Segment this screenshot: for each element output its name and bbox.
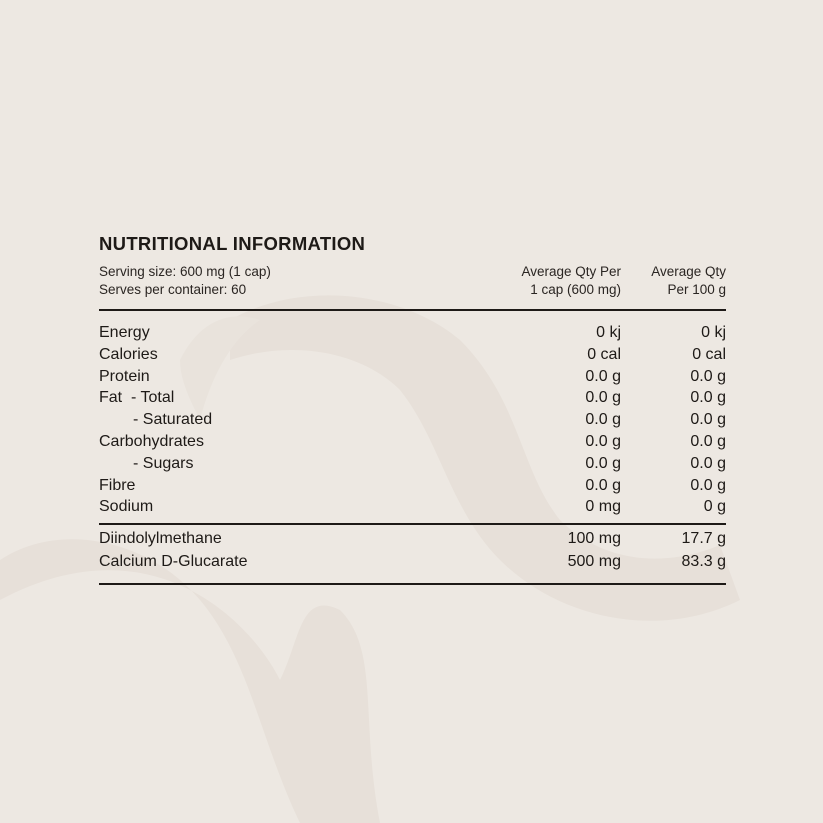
per-serve-value: 0.0 g: [585, 367, 621, 385]
row-label: Fibre: [99, 476, 136, 494]
per-serve-value: 0 kj: [596, 324, 621, 341]
per-serve-value: 0.0 g: [585, 411, 621, 429]
row-label: - Sugars: [133, 454, 194, 472]
divider: [99, 583, 726, 585]
per-serve-value: 0.0 g: [585, 454, 621, 472]
col2-header-line1: Average Qty: [651, 264, 726, 279]
per-100g-value: 0.0 g: [690, 476, 726, 494]
table-row: [99, 496, 726, 518]
panel-title: NUTRITIONAL INFORMATION: [99, 233, 366, 254]
per-serve-value: 0.0 g: [585, 433, 621, 450]
per-100g-value: 0.0 g: [690, 454, 726, 472]
per-serve-value: 0 mg: [585, 498, 621, 516]
table-row: [99, 387, 726, 409]
divider: [99, 523, 726, 525]
per-100g-value: 0.0 g: [690, 411, 726, 429]
nutrition-panel: [99, 0, 726, 823]
per-100g-value: 0 cal: [692, 345, 726, 363]
table-row: [99, 475, 726, 497]
table-row: [99, 366, 726, 388]
col2-header-line2: Per 100 g: [667, 282, 726, 297]
row-label: Energy: [99, 324, 150, 341]
per-100g-value: 83.3 g: [681, 553, 726, 570]
per-100g-value: 0 kj: [701, 324, 726, 341]
row-label: Fat - Total: [99, 389, 175, 407]
per-serve-value: 0 cal: [587, 345, 621, 363]
per-serve-value: 500 mg: [567, 553, 621, 570]
row-label: Sodium: [99, 498, 154, 516]
per-serve-value: 100 mg: [567, 530, 621, 547]
row-label: - Saturated: [133, 411, 213, 429]
table-row: [99, 344, 726, 366]
per-100g-value: 0.0 g: [690, 433, 726, 450]
table-row: [99, 322, 726, 344]
table-row: [99, 453, 726, 475]
table-row: [99, 431, 726, 453]
per-100g-value: 0.0 g: [690, 389, 726, 407]
row-label: Calcium D-Glucarate: [99, 553, 248, 570]
per-100g-value: 17.7 g: [681, 530, 726, 547]
divider: [99, 309, 726, 311]
table-row: [99, 528, 726, 550]
col1-header-line2: 1 cap (600 mg): [530, 282, 621, 297]
row-label: Protein: [99, 367, 150, 385]
serves-per-container: Serves per container: 60: [99, 282, 247, 297]
serving-size: Serving size: 600 mg (1 cap): [99, 264, 271, 279]
per-serve-value: 0.0 g: [585, 389, 621, 407]
table-row: [99, 409, 726, 431]
per-100g-value: 0 g: [703, 498, 726, 516]
row-label: Calories: [99, 345, 158, 363]
table-row: [99, 551, 726, 573]
per-serve-value: 0.0 g: [585, 476, 621, 494]
row-label: Diindolylmethane: [99, 530, 222, 547]
row-label: Carbohydrates: [99, 433, 204, 450]
col1-header-line1: Average Qty Per: [521, 264, 621, 279]
per-100g-value: 0.0 g: [690, 367, 726, 385]
